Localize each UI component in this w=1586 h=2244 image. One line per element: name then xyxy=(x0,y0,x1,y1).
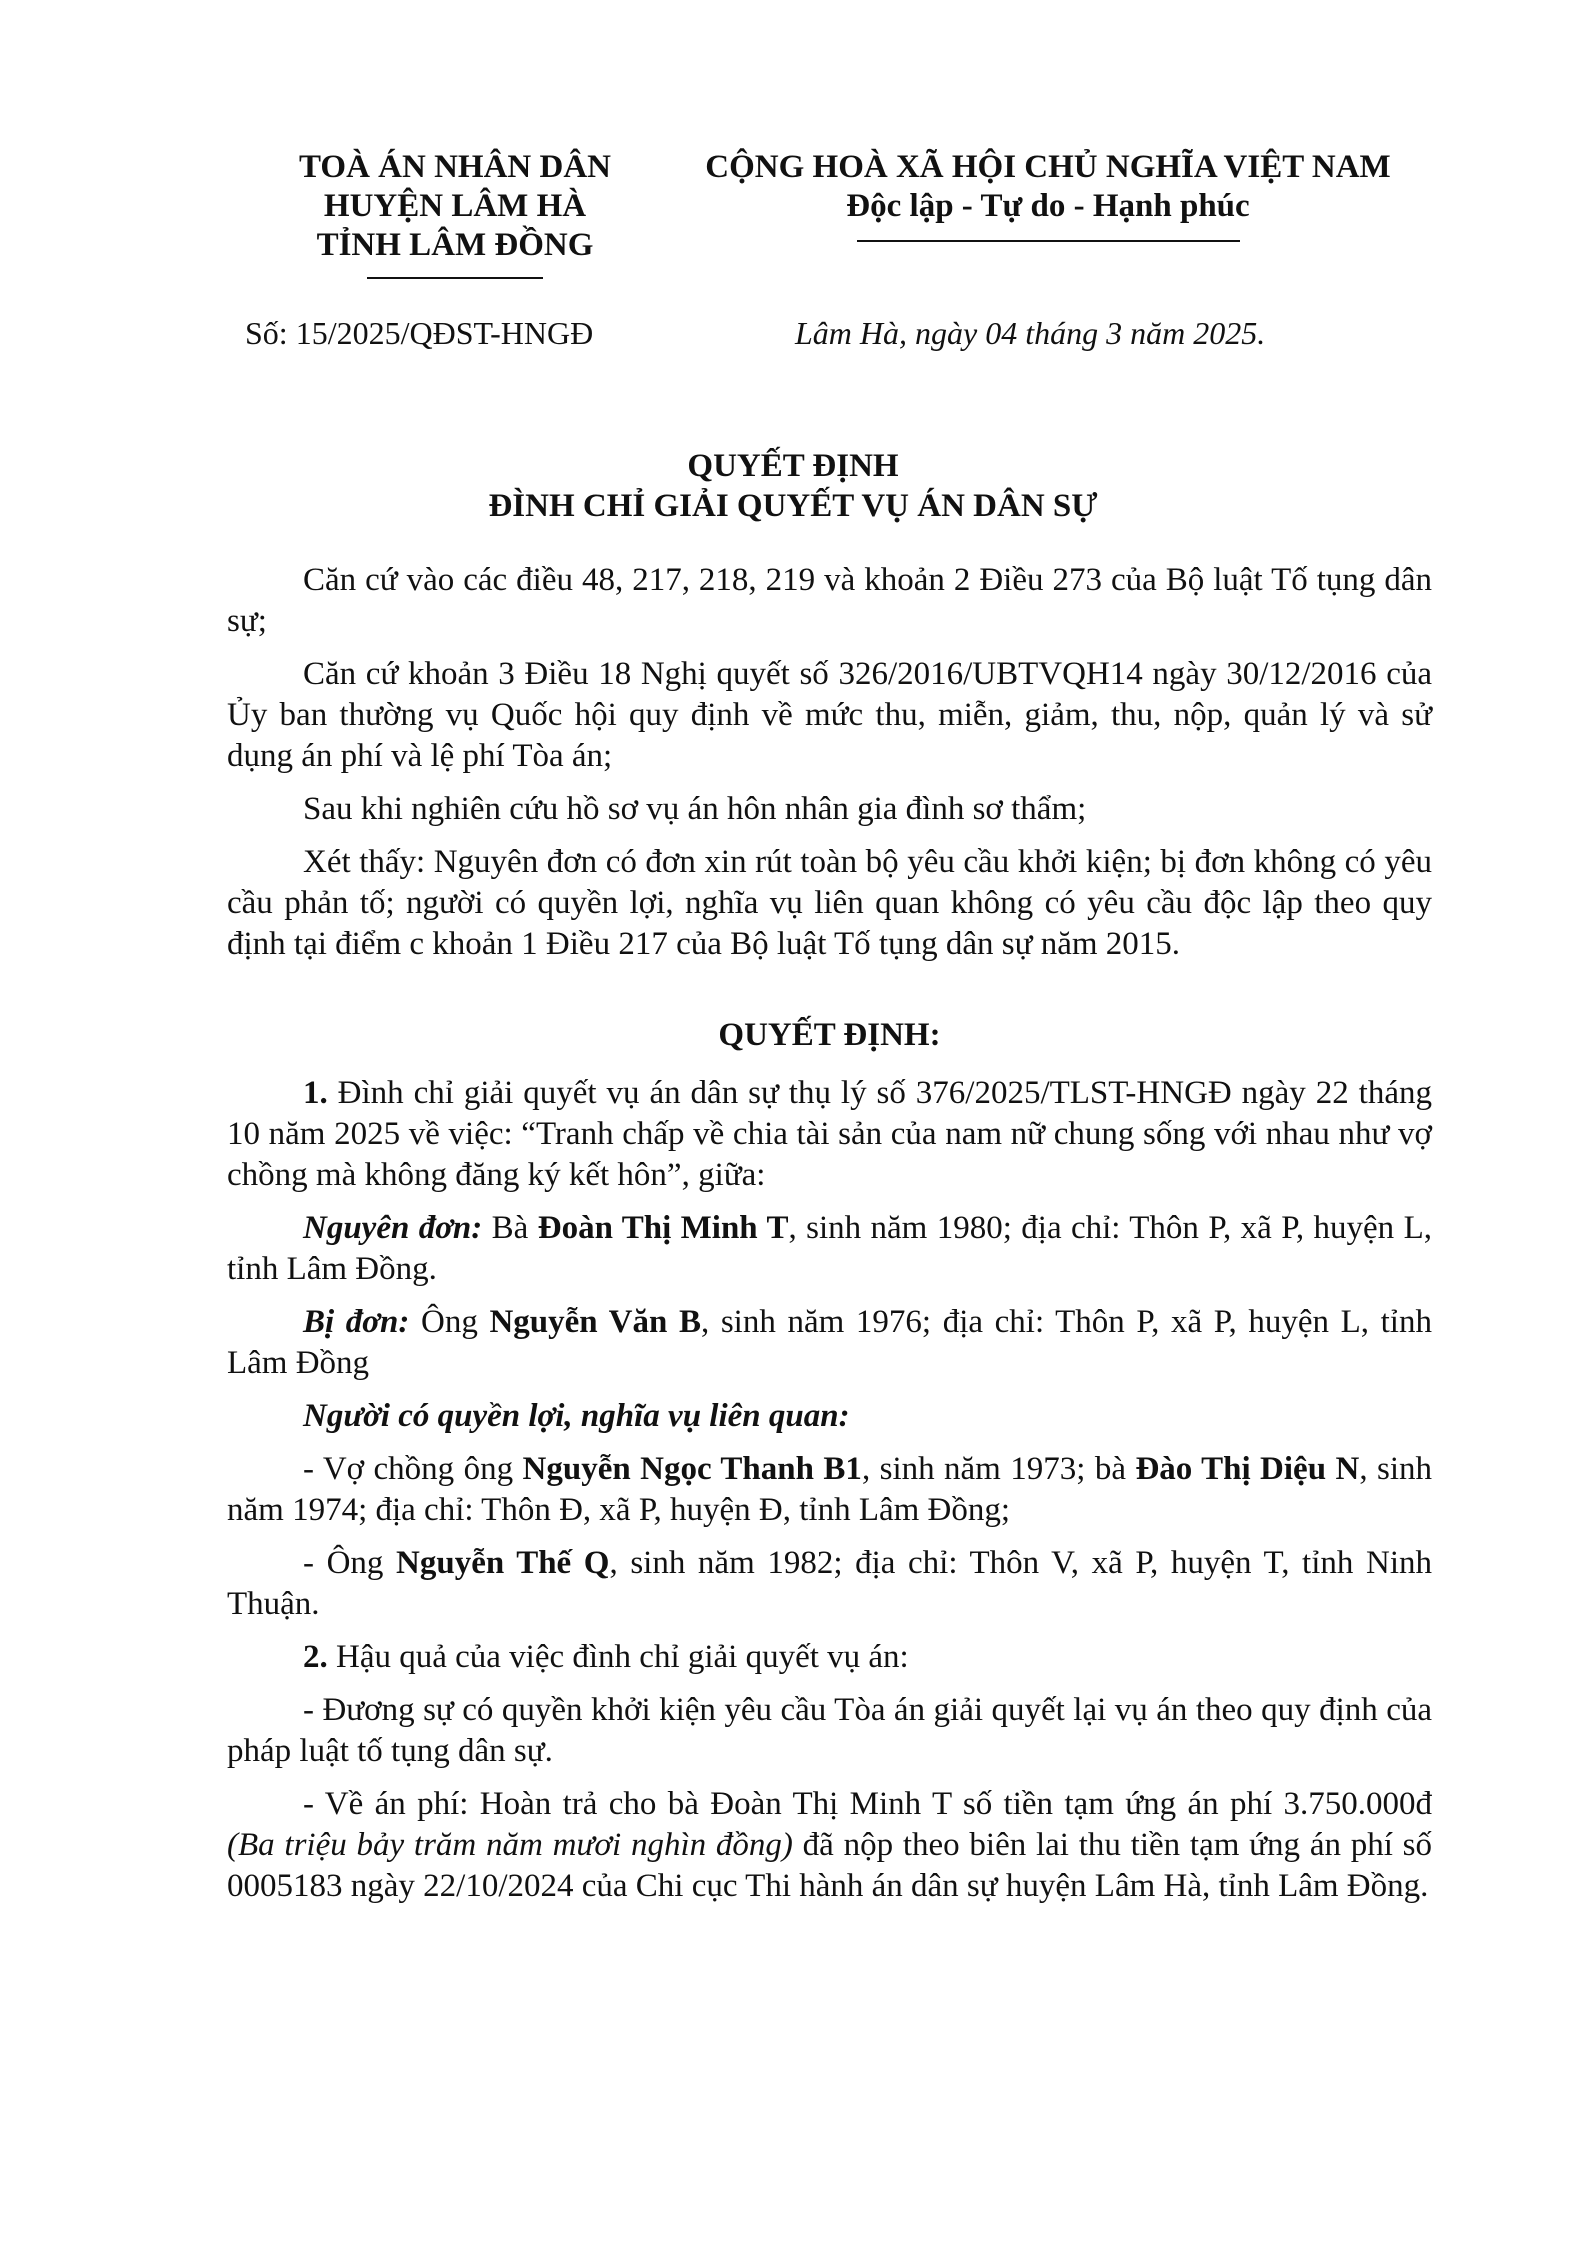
plaintiff-details: , sinh năm 1980; địa chỉ: Thôn P, xã P, huyện L, tỉnh Lâm Đồng. xyxy=(227,1210,1432,1287)
decision-section xyxy=(227,1073,1432,1907)
defendant-details: , sinh năm 1976; địa chỉ: Thôn P, xã P, huyện L, tỉnh Lâm Đồng xyxy=(227,1304,1432,1381)
related-parties-label-paragraph xyxy=(227,1396,1432,1437)
ground-paragraph: Căn cứ vào các điều 48, 217, 218, 219 và khoản 2 Điều 273 của Bộ luật Tố tụng dân sự; xyxy=(227,562,1432,639)
fee-text: - Về án phí: Hoàn trả cho bà Đoàn Thị Minh T số tiền tạm ứng án phí 3.750.000đ xyxy=(303,1786,1432,1822)
related-party-1 xyxy=(227,1449,1432,1531)
related-party-prefix: - Vợ chồng ông xyxy=(303,1451,523,1487)
plaintiff-name: Đoàn Thị Minh T xyxy=(537,1210,789,1246)
ground-paragraph: Căn cứ khoản 3 Điều 18 Nghị quyết số 326/2016/UBTVQH14 ngày 30/12/2016 của Ủy ban thường vụ Quốc hội quy định về mức thu, miễn, giảm, thu, nộp, quản lý và sử dụng án phí và lệ phí Tòa án; xyxy=(227,656,1432,774)
court-name-line2: HUYỆN LÂM HÀ xyxy=(323,188,587,224)
related-party-prefix: - Ông xyxy=(303,1545,397,1581)
related-party-mid: , sinh năm 1973; bà xyxy=(861,1451,1136,1487)
findings-paragraph: Xét thấy: Nguyên đơn có đơn xin rút toàn bộ yêu cầu khởi kiện; bị đơn không có yêu cầu phản tố; người có quyền lợi, nghĩa vụ liên quan không có yêu cầu độc lập theo quy định tại điểm c khoản 1 Điều 217 của Bộ luật Tố tụng dân sự năm 2015. xyxy=(227,844,1432,962)
related-party-name: Nguyễn Thế Q xyxy=(396,1545,610,1581)
plaintiff-label: Nguyên đơn: xyxy=(303,1210,483,1246)
defendant-title: Ông xyxy=(409,1304,490,1340)
national-header xyxy=(668,148,1428,226)
fee-text-rest: đã nộp theo biên lai thu tiền tạm ứng án phí số 0005183 ngày 22/10/2024 của Chi cục Thi hành án dân sự huyện Lâm Hà, tỉnh Lâm Đồng. xyxy=(227,1827,1432,1904)
decision-heading: QUYẾT ĐỊNH: xyxy=(718,1017,941,1053)
national-motto: Độc lập - Tự do - Hạnh phúc xyxy=(846,188,1250,224)
related-parties-label: Người có quyền lợi, nghĩa vụ liên quan: xyxy=(303,1398,850,1434)
item-number: 1. xyxy=(303,1075,328,1111)
consequence-paragraph: - Đương sự có quyền khởi kiện yêu cầu Tòa án giải quyết lại vụ án theo quy định của pháp luật tố tụng dân sự. xyxy=(227,1692,1432,1769)
fee-refund-paragraph xyxy=(227,1784,1432,1907)
related-party-details: , sinh năm 1974; địa chỉ: Thôn Đ, xã P, huyện Đ, tỉnh Lâm Đồng; xyxy=(227,1451,1432,1528)
related-party-details: , sinh năm 1982; địa chỉ: Thôn V, xã P, huyện T, tỉnh Ninh Thuận. xyxy=(227,1545,1432,1622)
document-number: Số: 15/2025/QĐST-HNGĐ xyxy=(245,315,594,351)
national-header-divider xyxy=(857,240,1240,242)
document-title: QUYẾT ĐỊNH xyxy=(687,448,899,484)
decision-item-1 xyxy=(227,1073,1432,1196)
court-name-line3: TỈNH LÂM ĐỒNG xyxy=(316,227,594,263)
plaintiff-title: Bà xyxy=(482,1210,538,1246)
court-header xyxy=(245,148,665,265)
related-party-name: Nguyễn Ngọc Thanh B1 xyxy=(522,1451,862,1487)
national-title: CỘNG HOÀ XÃ HỘI CHỦ NGHĨA VIỆT NAM xyxy=(705,149,1391,185)
court-name-line1: TOÀ ÁN NHÂN DÂN xyxy=(299,149,611,185)
place-date: Lâm Hà, ngày 04 tháng 3 năm 2025. xyxy=(795,315,1266,351)
decision-item-2 xyxy=(227,1637,1432,1678)
ground-paragraph: Sau khi nghiên cứu hồ sơ vụ án hôn nhân gia đình sơ thẩm; xyxy=(303,791,1087,827)
fee-amount-in-words: (Ba triệu bảy trăm năm mươi nghìn đồng) xyxy=(227,1827,793,1863)
document-subtitle: ĐÌNH CHỈ GIẢI QUYẾT VỤ ÁN DÂN SỰ xyxy=(488,488,1098,524)
defendant-label: Bị đơn: xyxy=(303,1304,410,1340)
related-party-2 xyxy=(227,1543,1432,1625)
plaintiff-paragraph xyxy=(227,1208,1432,1290)
item-number: 2. xyxy=(303,1639,328,1675)
court-header-divider xyxy=(367,277,543,279)
grounds-section xyxy=(227,560,1432,965)
related-party-name: Đào Thị Diệu N xyxy=(1135,1451,1360,1487)
item-text: Đình chỉ giải quyết vụ án dân sự thụ lý số 376/2025/TLST-HNGĐ ngày 22 tháng 10 năm 2025 về việc: “Tranh chấp về chia tài sản của nam nữ chung sống với nhau như vợ chồng mà không đăng ký kết hôn”, giữa: xyxy=(227,1075,1432,1193)
item-text: Hậu quả của việc đình chỉ giải quyết vụ án: xyxy=(327,1639,909,1675)
defendant-paragraph xyxy=(227,1302,1432,1384)
defendant-name: Nguyễn Văn B xyxy=(489,1304,701,1340)
